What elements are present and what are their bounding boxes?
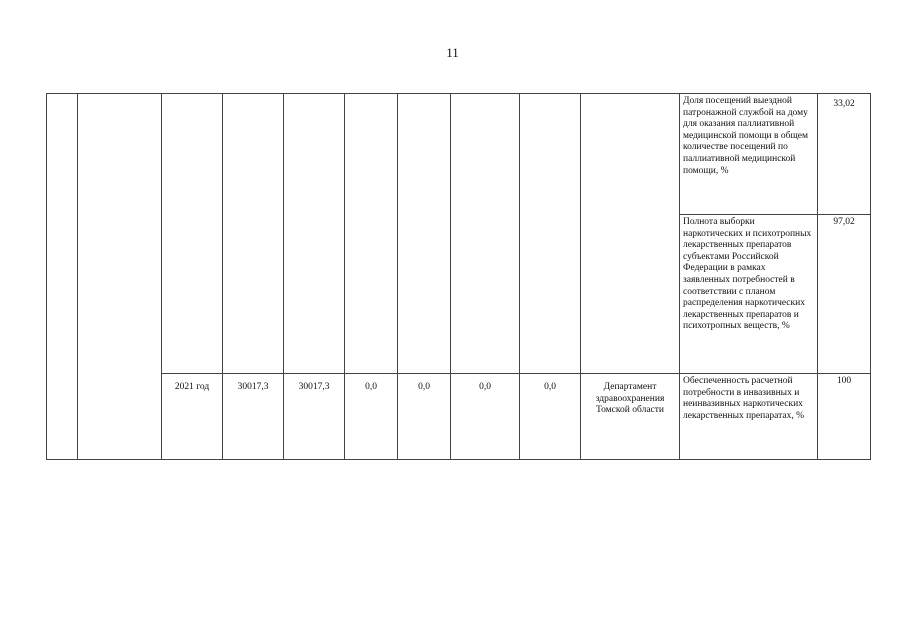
c5-cell: 0,0: [398, 374, 451, 460]
value-cell: 33,02: [818, 94, 871, 215]
indicator-cell: Обеспеченность расчетной потребности в инвазивных и неинвазивных наркотических лекарственных препаратах, %: [680, 374, 818, 460]
value-cell: 100: [818, 374, 871, 460]
table-row: [47, 94, 871, 215]
total-cell: 30017,3: [223, 374, 284, 460]
executor-cell: Департамент здравоохранения Томской области: [581, 374, 680, 460]
cell-c4: [345, 94, 398, 374]
indicator-cell: Полнота выборки наркотических и психотропных лекарственных препаратов субъектами Российской Федерации в рамках заявленных потребностей в соответствии с планом распределения наркотических лекарственных препаратов и психотропных веществ, %: [680, 215, 818, 374]
cell-year: [162, 94, 223, 374]
c4-cell: 0,0: [345, 374, 398, 460]
indicator-cell: Доля посещений выездной патронажной службой на дому для оказания паллиативной медицинской помощи в общем количестве посещений по паллиативной медицинской помощи, %: [680, 94, 818, 215]
cell-c5: [398, 94, 451, 374]
cell-c7: [520, 94, 581, 374]
c6-cell: 0,0: [451, 374, 520, 460]
year-cell: 2021 год: [162, 374, 223, 460]
page-number: 11: [446, 45, 459, 60]
cell-c6: [451, 94, 520, 374]
cell-regional: [284, 94, 345, 374]
regional-cell: 30017,3: [284, 374, 345, 460]
cell-number: [47, 94, 78, 460]
c7-cell: 0,0: [520, 374, 581, 460]
program-table: [46, 93, 871, 460]
cell-name: [78, 94, 162, 460]
cell-total: [223, 94, 284, 374]
value-cell: 97,02: [818, 215, 871, 374]
cell-executor: [581, 94, 680, 374]
table-row: [47, 374, 871, 460]
